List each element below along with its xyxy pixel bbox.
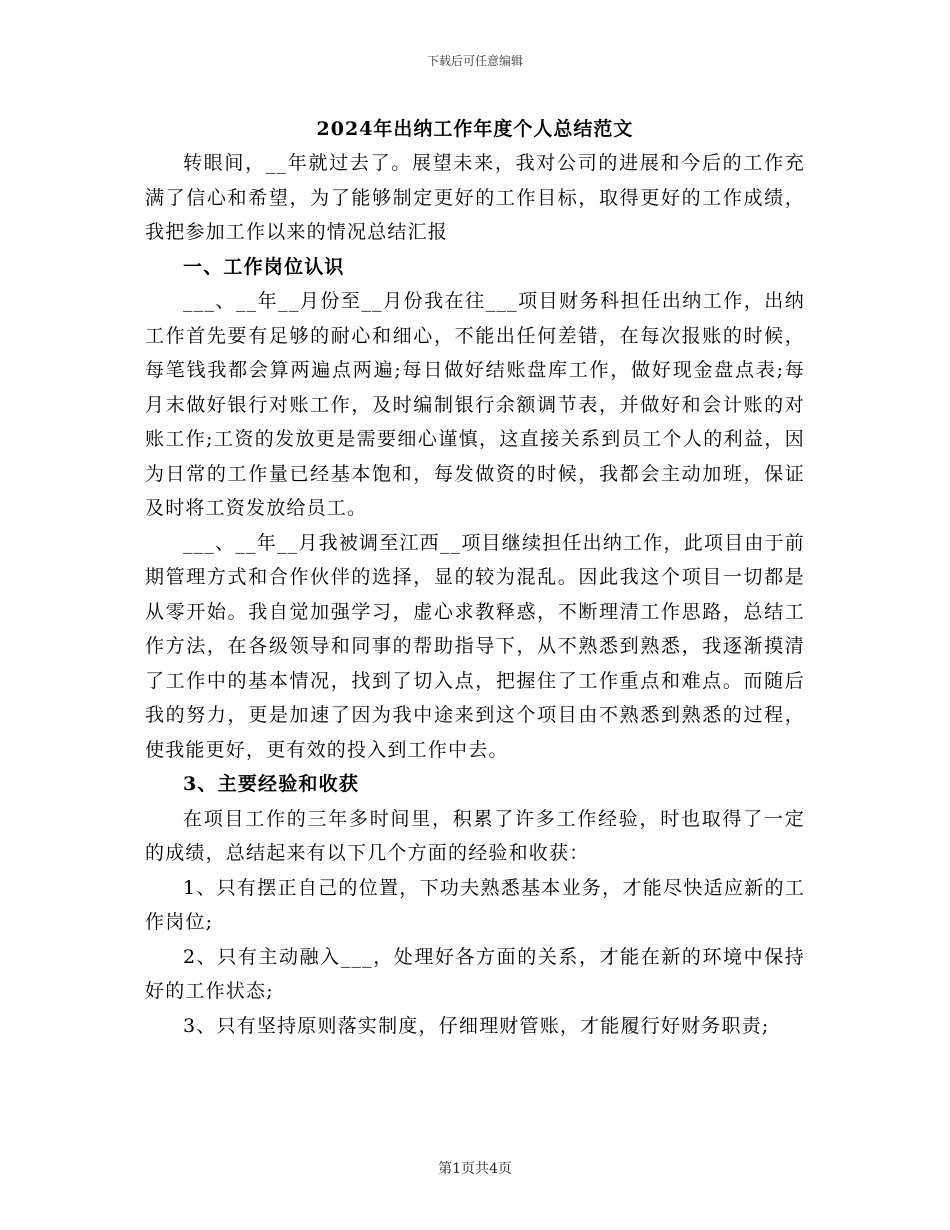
section-heading-experience: 3、主要经验和收获 bbox=[183, 773, 360, 795]
list-item-1: 1、只有摆正自己的位置，下功夫熟悉基本业务，才能尽快适应新的工作岗位; bbox=[145, 876, 805, 933]
section-heading-job-understanding: 一、工作岗位认识 bbox=[183, 255, 345, 278]
list-item-2: 2、只有主动融入___，处理好各方面的关系，才能在新的环境中保持好的工作状态; bbox=[145, 945, 805, 1002]
list-item-3: 3、只有坚持原则落实制度，仔细理财管账，才能履行好财务职责; bbox=[183, 1014, 770, 1037]
paragraph-cashier-duties: ___、__年__月份至__月份我在往___项目财务科担任出纳工作，出纳工作首先要有足够的耐心和细心，不能出任何差错，在每次报账的时候，每笔钱我都会算两遍点两遍;每日做好结账盘库工作，做好现金盘点表;每月末做好银行对账工作，及时编制银行余额调节表，并做好和会计账的对账工作;工资的发放更是需要细心谨慎，这直接关系到员工个人的利益，因为日常的工作量已经基本饱和，每发做资的时候，我都会主动加班，保证及时将工资发放给员工。 bbox=[145, 290, 805, 519]
document-body bbox=[145, 146, 805, 1043]
page-number: 第1页共4页 bbox=[438, 1161, 512, 1177]
document-title: 2024年出纳工作年度个人总结范文 bbox=[316, 118, 634, 140]
paragraph-jiangxi-project: ___、__年__月我被调至江西__项目继续担任出纳工作，此项目由于前期管理方式和合作伙伴的选择，显的较为混乱。因此我这个项目一切都是从零开始。我自觉加强学习，虚心求教释惑，不断理清工作思路，总结工作方法，在各级领导和同事的帮助指导下，从不熟悉到熟悉，我逐渐摸清了工作中的基本情况，找到了切入点，把握住了工作重点和难点。而随后我的努力，更是加速了因为我中途来到这个项目由不熟悉到熟悉的过程，使我能更好，更有效的投入到工作中去。 bbox=[145, 531, 805, 761]
paragraph-intro: 转眼间，__年就过去了。展望未来，我对公司的进展和今后的工作充满了信心和希望，为了能够制定更好的工作目标，取得更好的工作成绩，我把参加工作以来的情况总结汇报 bbox=[145, 152, 805, 243]
paragraph-experience-intro: 在项目工作的三年多时间里，积累了许多工作经验，时也取得了一定的成绩，总结起来有以下几个方面的经验和收获： bbox=[145, 807, 805, 864]
header-note: 下载后可任意编辑 bbox=[426, 54, 523, 68]
